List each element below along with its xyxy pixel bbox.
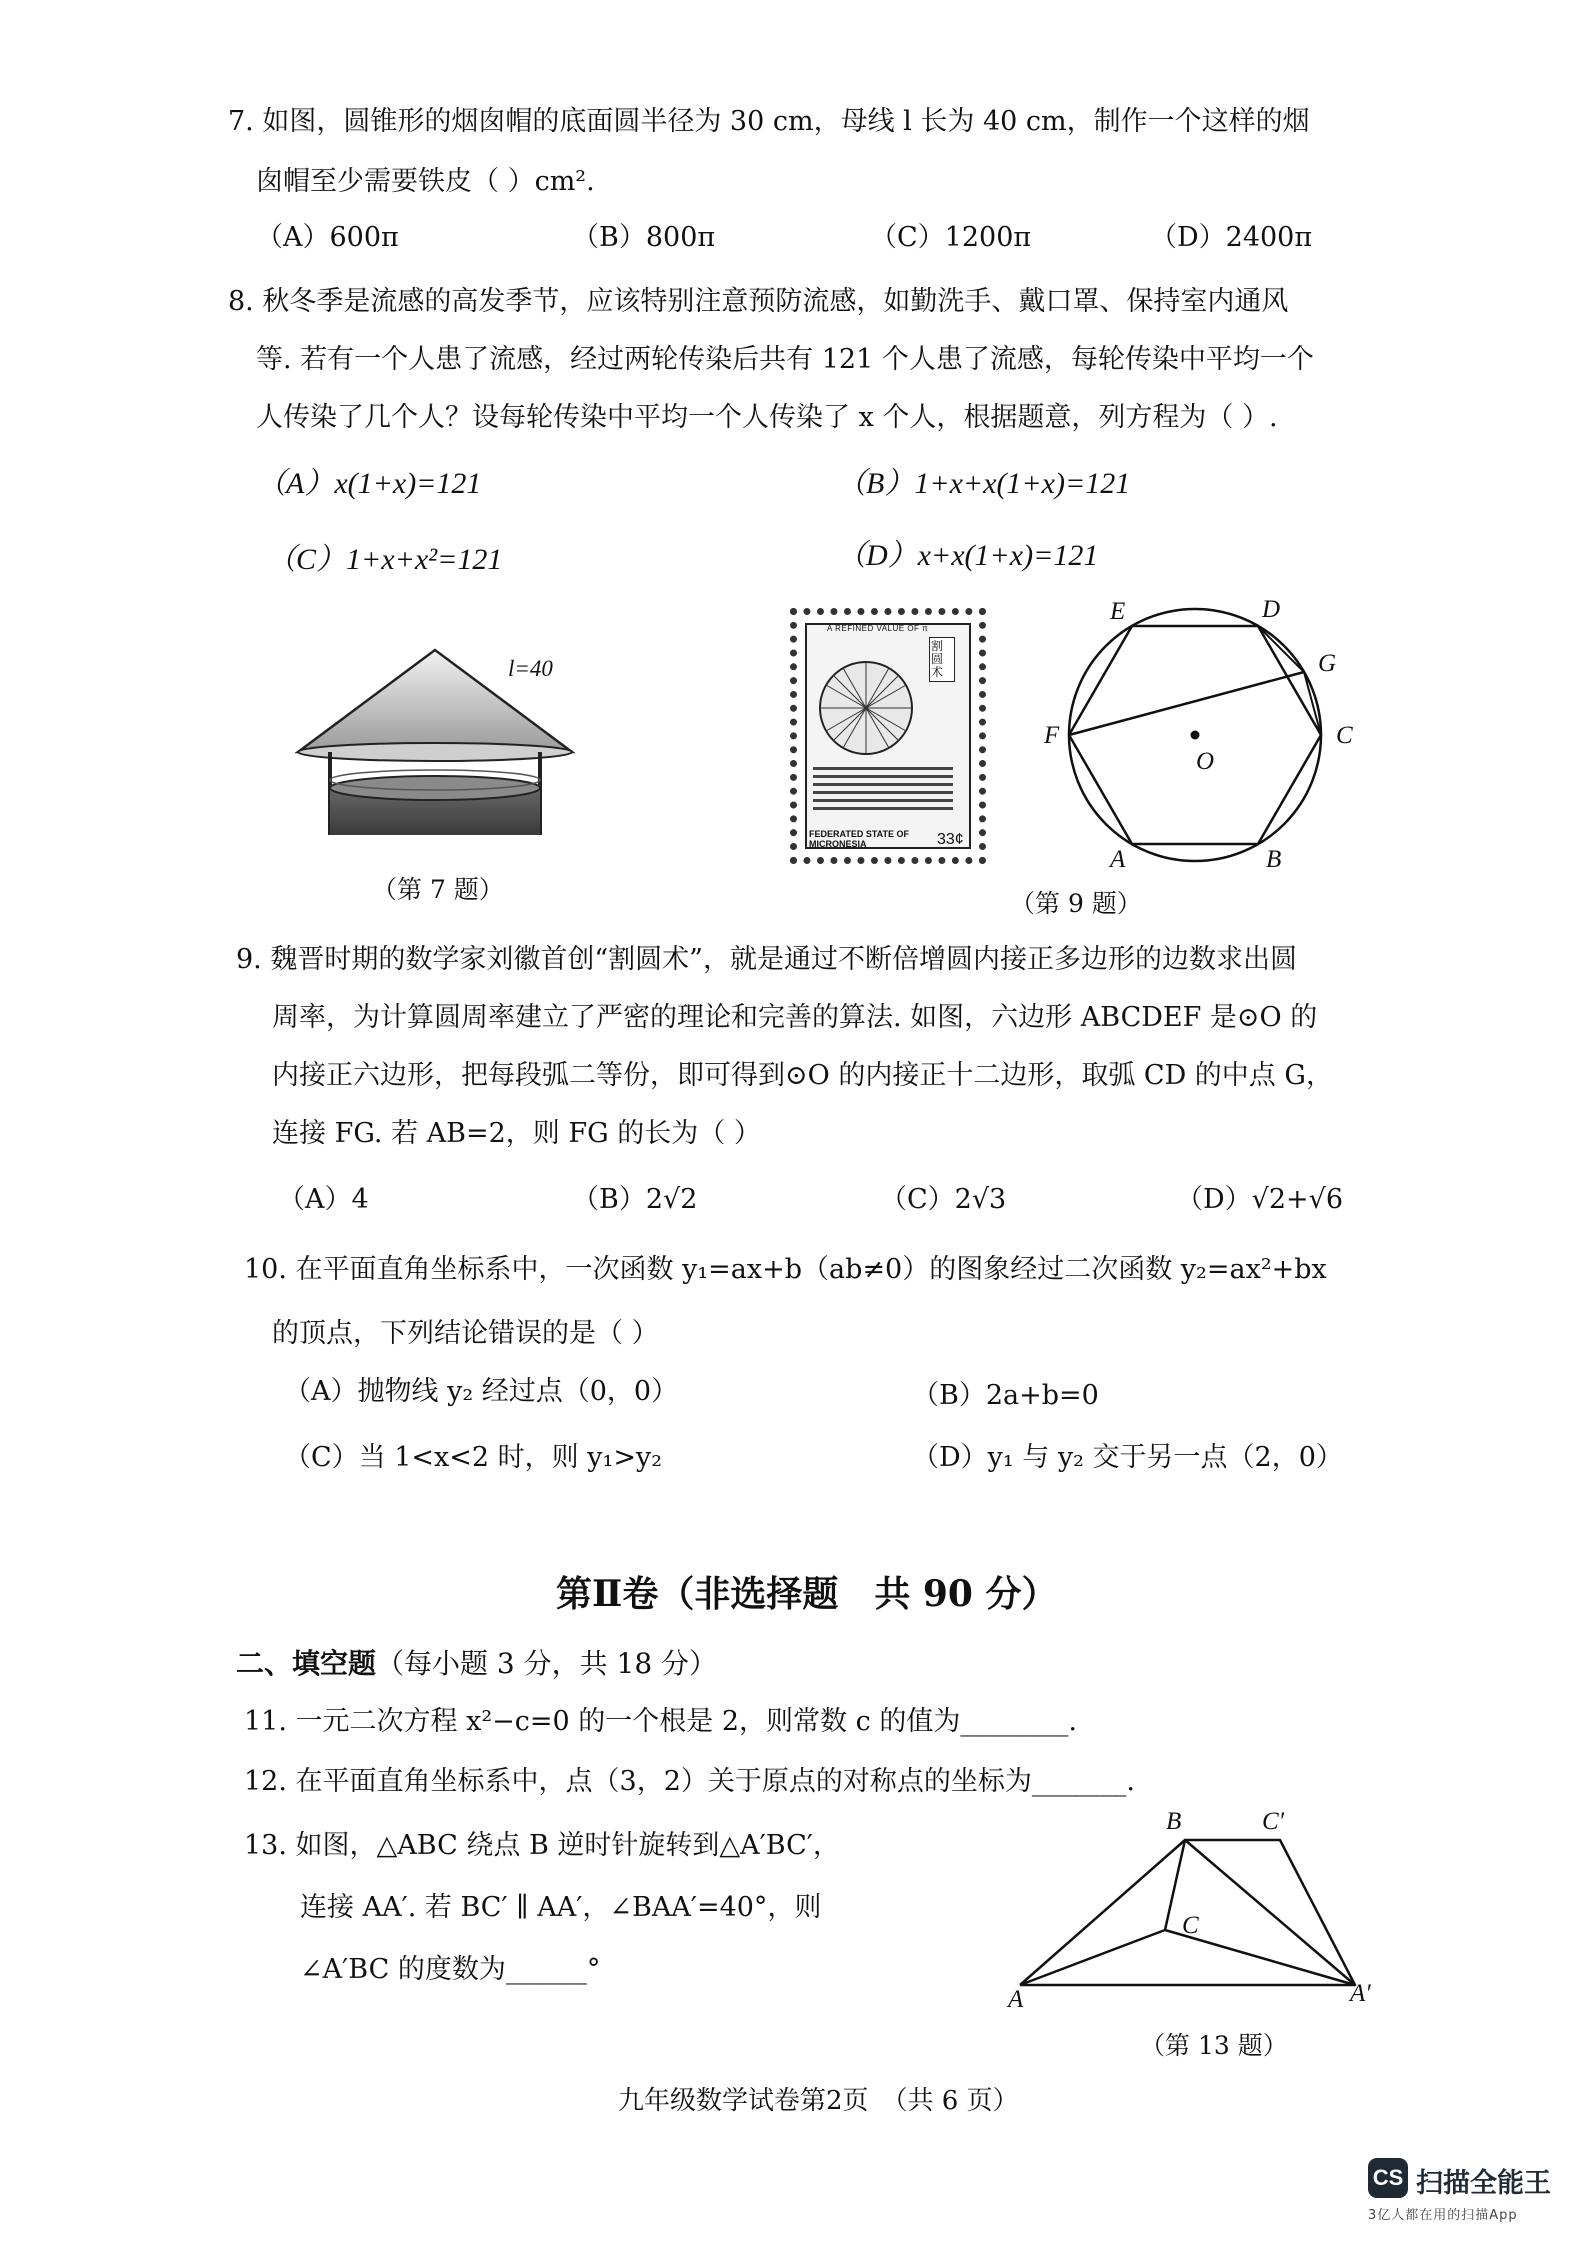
q10-option-a: （A）抛物线 y₂ 经过点（0，0）: [284, 1376, 679, 1407]
q7-option-b: （B）800π: [572, 222, 716, 253]
fig9-point-d: D: [1262, 596, 1281, 623]
stamp-circle-diagram: [811, 653, 921, 763]
q9-line3: 内接正六边形，把每段弧二等份，即可得到⊙O 的内接正十二边形，取弧 CD 的中点 G，: [272, 1060, 1333, 1091]
fig9-point-a: A: [1110, 846, 1126, 873]
fig9-point-o: O: [1196, 748, 1215, 775]
fig9-point-c: C: [1336, 722, 1353, 749]
fig7-caption: （第 7 题）: [372, 875, 504, 904]
fill-in-section-note: （每小题 3 分，共 18 分）: [376, 1647, 718, 1680]
q8-option-d: （D）x+x(1+x)=121: [836, 539, 1099, 572]
fig13-point-c: C: [1182, 1912, 1199, 1939]
rotation-triangle-figure: [1010, 1820, 1390, 2000]
camscanner-icon: CS: [1368, 2158, 1408, 2198]
q10-line2: 的顶点，下列结论错误的是（ ）: [272, 1318, 659, 1349]
fig13-caption: （第 13 题）: [1140, 2031, 1288, 2060]
stamp-top-text: A REFINED VALUE OF π: [827, 624, 929, 633]
fig13-point-a: A: [1008, 1986, 1024, 2013]
q8-line3: 人传染了几个人？设每轮传染中平均一个人传染了 x 个人，根据题意，列方程为（ ）.: [256, 402, 1278, 433]
micronesia-stamp: [790, 608, 986, 864]
stamp-text-block: [811, 765, 961, 825]
page-footer: 九年级数学试卷第2页 （共 6 页）: [618, 2086, 1019, 2116]
fig13-point-b: B: [1166, 1808, 1182, 1835]
q9-line2: 周率，为计算圆周率建立了严密的理论和完善的算法. 如图，六边形 ABCDEF 是⊙O 的: [272, 1002, 1318, 1033]
q10-line1: 10. 在平面直角坐标系中，一次函数 y₁=ax+b（ab≠0）的图象经过二次函数 y₂=ax²+bx: [244, 1254, 1327, 1285]
fig9-point-b: B: [1266, 846, 1282, 873]
q10-option-c: （C）当 1<x<2 时，则 y₁>y₂: [284, 1442, 663, 1473]
segment-fg: [1069, 672, 1304, 735]
fig9-point-g: G: [1318, 650, 1337, 677]
watermark-tagline: 3亿人都在用的扫描App: [1368, 2208, 1518, 2223]
fig7-length-label: l=40: [508, 656, 553, 681]
stamp-title-text: 割圆术: [929, 637, 955, 682]
q9-option-d: （D）√2+√6: [1176, 1184, 1344, 1215]
q7-option-a: （A）600π: [256, 222, 399, 253]
q9-option-a: （A）4: [278, 1184, 369, 1215]
fig13-point-a-prime: A′: [1350, 1980, 1371, 2007]
q8-line2: 等. 若有一个人患了流感，经过两轮传染后共有 121 个人患了流感，每轮传染中平均一个: [256, 344, 1314, 375]
q12-text: 12. 在平面直角坐标系中，点（3，2）关于原点的对称点的坐标为_______.: [244, 1766, 1135, 1797]
q13-line2: 连接 AA′. 若 BC′ ∥ AA′，∠BAA′=40°，则: [300, 1892, 822, 1923]
q8-option-a: （A）x(1+x)=121: [256, 467, 482, 500]
scanner-watermark: [1368, 2158, 1568, 2222]
q8-option-b: （B）1+x+x(1+x)=121: [836, 467, 1131, 500]
q7-option-c: （C）1200π: [870, 222, 1032, 253]
q13-line1: 13. 如图，△ABC 绕点 B 逆时针旋转到△A′BC′，: [244, 1830, 840, 1861]
q10-option-b: （B）2a+b=0: [912, 1380, 1099, 1411]
fig13-point-c-prime: C′: [1262, 1808, 1285, 1835]
fig9-point-f: F: [1044, 722, 1060, 749]
q9-line4: 连接 FG. 若 AB=2，则 FG 的长为（ ）: [272, 1118, 761, 1149]
q8-line1: 8. 秋冬季是流感的高发季节，应该特别注意预防流感，如勤洗手、戴口罩、保持室内通风: [228, 286, 1289, 317]
fill-in-section-heading: [236, 1642, 717, 1682]
q8-option-c: （C）1+x+x²=121: [266, 543, 503, 576]
fig9-point-e: E: [1110, 598, 1126, 625]
q7-option-d: （D）2400π: [1150, 222, 1313, 253]
fill-in-section-label: 二、填空题: [236, 1647, 377, 1680]
q13-line3: ∠A′BC 的度数为______°: [300, 1954, 601, 1985]
q10-option-d: （D）y₁ 与 y₂ 交于另一点（2，0）: [912, 1442, 1343, 1473]
fig9-caption: （第 9 题）: [1010, 889, 1142, 918]
q9-line1: 9. 魏晋时期的数学家刘徽首创“割圆术”，就是通过不断倍增圆内接正多边形的边数求出圆: [236, 944, 1297, 975]
part2-title: 第Ⅱ卷（非选择题 共 90 分）: [556, 1573, 1058, 1615]
q7-line2: 囱帽至少需要铁皮（ ）cm².: [256, 166, 595, 197]
q9-option-b: （B）2√2: [572, 1184, 698, 1215]
inscribed-hexagon-figure: [1030, 590, 1360, 880]
q11-text: 11. 一元二次方程 x²−c=0 的一个根是 2，则常数 c 的值为________.: [244, 1706, 1077, 1737]
q9-option-c: （C）2√3: [880, 1184, 1007, 1215]
stamp-price-text: 33¢: [937, 831, 964, 848]
watermark-app-name: 扫描全能王: [1416, 2168, 1551, 2199]
stamp-country-text: FEDERATED STATE OF MICRONESIA: [809, 829, 909, 849]
q7-line1: 7. 如图，圆锥形的烟囱帽的底面圆半径为 30 cm，母线 l 长为 40 cm，制作一个这样的烟: [228, 106, 1310, 137]
